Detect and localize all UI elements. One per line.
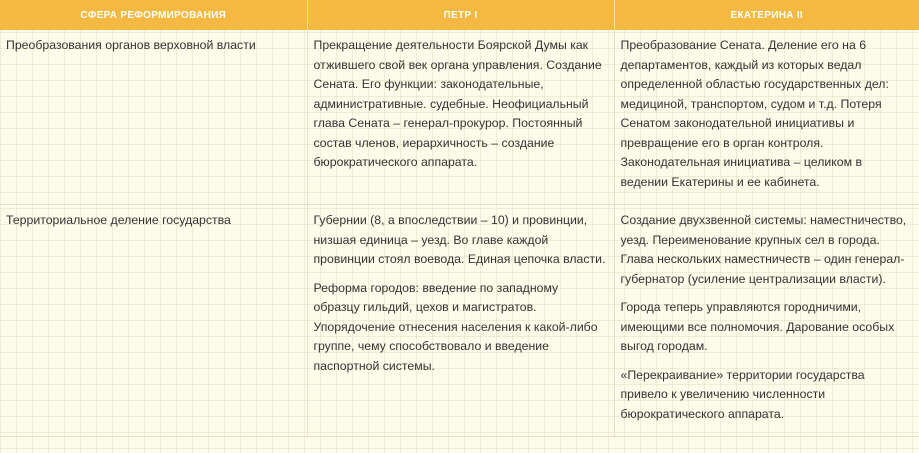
cell-peter bbox=[307, 30, 614, 205]
peter-paragraph: Реформа городов: введение по западному образцу гильдий, цехов и магистратов. Упорядочение отнесения населения к какой-либо группе, чему способствовало и введение паспортной системы. bbox=[313, 280, 598, 373]
header-sphere: СФЕРА РЕФОРМИРОВАНИЯ bbox=[0, 0, 307, 30]
table-row bbox=[0, 205, 919, 437]
sphere-text: Преобразования органов верховной власти bbox=[6, 38, 256, 52]
cell-sphere bbox=[0, 205, 307, 437]
cell-catherine bbox=[614, 30, 919, 205]
cell-catherine bbox=[614, 205, 919, 437]
cell-sphere bbox=[0, 30, 307, 205]
table-row bbox=[0, 30, 919, 205]
catherine-paragraph: Города теперь управляются городничими, имеющими все полномочия. Дарование особых выгод городам. bbox=[620, 300, 895, 353]
sphere-text: Территориальное деление государства bbox=[6, 213, 231, 227]
catherine-paragraph: Создание двухзвенной системы: наместничество, уезд. Переименование крупных сел в города. Глава нескольких наместничеств – один генерал-губернатор (усиление централизации власти). bbox=[620, 213, 907, 286]
peter-paragraph: Прекращение деятельности Боярской Думы как отжившего свой век органа управления. Создание Сената. Его функции: законодательные, административные. судебные. Неофициальный глава Сената – генерал-прокурор. Постоянный состав членов, иерархичность – создание бюрократического аппарата. bbox=[313, 38, 602, 169]
peter-paragraph: Губернии (8, а впоследствии – 10) и провинции, низшая единица – уезд. Во главе каждой провинции стоял воевода. Единая цепочка власти. bbox=[313, 213, 606, 266]
header-peter: ПЕТР I bbox=[307, 0, 614, 30]
catherine-paragraph: Преобразование Сената. Деление его на 6 департаментов, каждый из которых ведал определенной областью государственных дел: медициной, транспортом, судом и т.д. Потеря Сенатом законодательной инициативы и превращение его в орган контроля. Законодательная инициатива – целиком в ведении Екатерины и ее кабинета. bbox=[620, 38, 889, 189]
table-header-row bbox=[0, 0, 919, 30]
cell-peter bbox=[307, 205, 614, 437]
catherine-paragraph: «Перекраивание» территории государства привело к увеличению численности бюрократического аппарата. bbox=[620, 367, 865, 421]
header-catherine: ЕКАТЕРИНА II bbox=[614, 0, 919, 30]
